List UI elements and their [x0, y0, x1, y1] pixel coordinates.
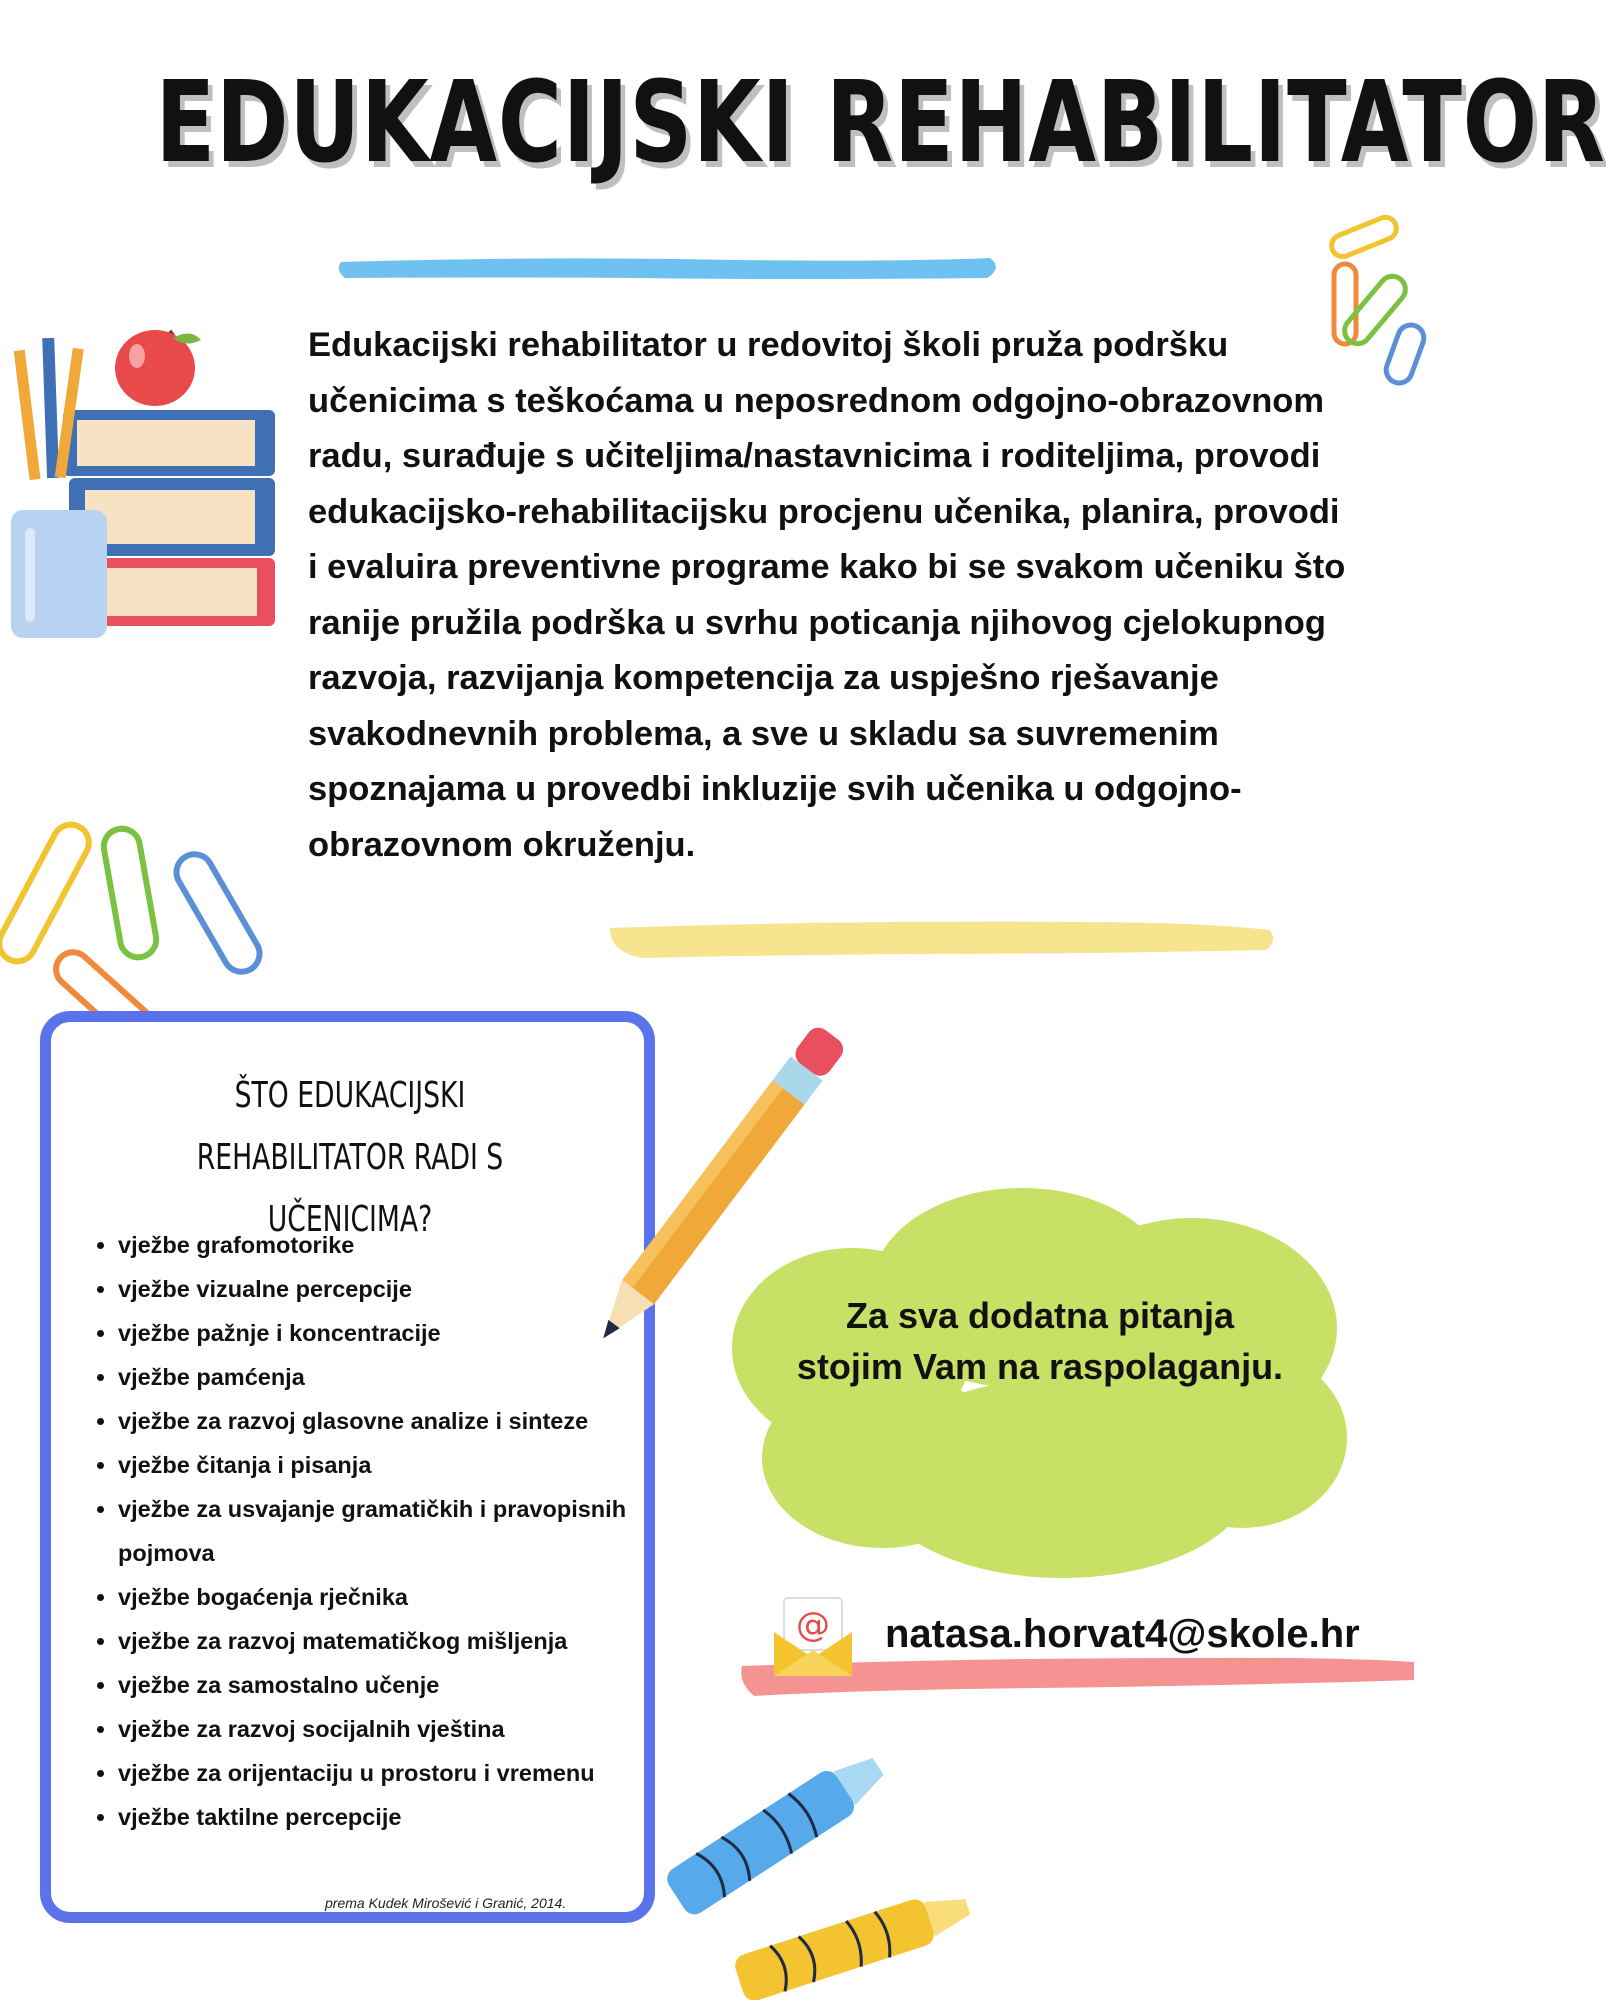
- list-item: • vježbe za razvoj socijalnih vještina: [118, 1707, 678, 1751]
- list-item: • vježbe pamćenja: [118, 1355, 678, 1399]
- contact-message: Za sva dodatna pitanja stojim Vam na raspolaganju.: [796, 1295, 1284, 1387]
- yellow-brush-stroke: [602, 908, 1282, 958]
- paperclips-middle-left-icon: [0, 808, 270, 1044]
- list-item: • vježbe čitanja i pisanja: [118, 1443, 678, 1487]
- books-apple-icon: [5, 298, 285, 650]
- main-title: EDUKACIJSKI REHABILITATOR: [155, 58, 1606, 188]
- list-item: • vježbe za razvoj glasovne analize i sinteze: [118, 1399, 678, 1443]
- activities-heading: ŠTO EDUKACIJSKI REHABILITATOR RADI S UČENICIMA?: [196, 1075, 504, 1240]
- list-item: • vježbe za razvoj matematičkog mišljenja: [118, 1619, 678, 1663]
- list-item: • vježbe za usvajanje gramatičkih i pravopisnih pojmova: [118, 1487, 678, 1575]
- list-item: • vježbe za samostalno učenje: [118, 1663, 678, 1707]
- list-item: • vježbe za orijentaciju u prostoru i vremenu: [118, 1751, 678, 1795]
- crayons-icon: [640, 1768, 970, 2000]
- email-at-icon: [770, 1594, 856, 1680]
- list-item: • vježbe taktilne percepcije: [118, 1795, 678, 1839]
- blue-brush-stroke: [335, 248, 1005, 288]
- svg-text:@: @: [796, 1605, 830, 1645]
- list-item: • vježbe vizualne percepcije: [118, 1267, 678, 1311]
- list-item: • vježbe bogaćenja rječnika: [118, 1575, 678, 1619]
- email-address[interactable]: natasa.horvat4@skole.hr: [885, 1612, 1360, 1656]
- intro-paragraph: Edukacijski rehabilitator u redovitoj školi pruža podršku učenicima s teškoćama u neposrednom odgojno-obrazovnom radu, surađuje s učiteljima/nastavnicima i roditeljima, provodi edukacijsko-rehabilitacijsku procjenu učenika, planira, provodi i evaluira preventivne programe kako bi se svakom učeniku što ranije pružila podrška u svrhu poticanja njihovog cjelokupnog razvoja, razvijanja kompetencija za uspješno rješavanje svakodnevnih problema, a sve u skladu sa suvremenim spoznajama u provedbi inkluzije svih učenika u odgojno-obrazovnom okruženju.: [308, 326, 1346, 864]
- list-item: • vježbe grafomotorike: [118, 1223, 678, 1267]
- list-item: • vježbe pažnje i koncentracije: [118, 1311, 678, 1355]
- source-citation: prema Kudek Mirošević i Granić, 2014.: [325, 1895, 567, 1911]
